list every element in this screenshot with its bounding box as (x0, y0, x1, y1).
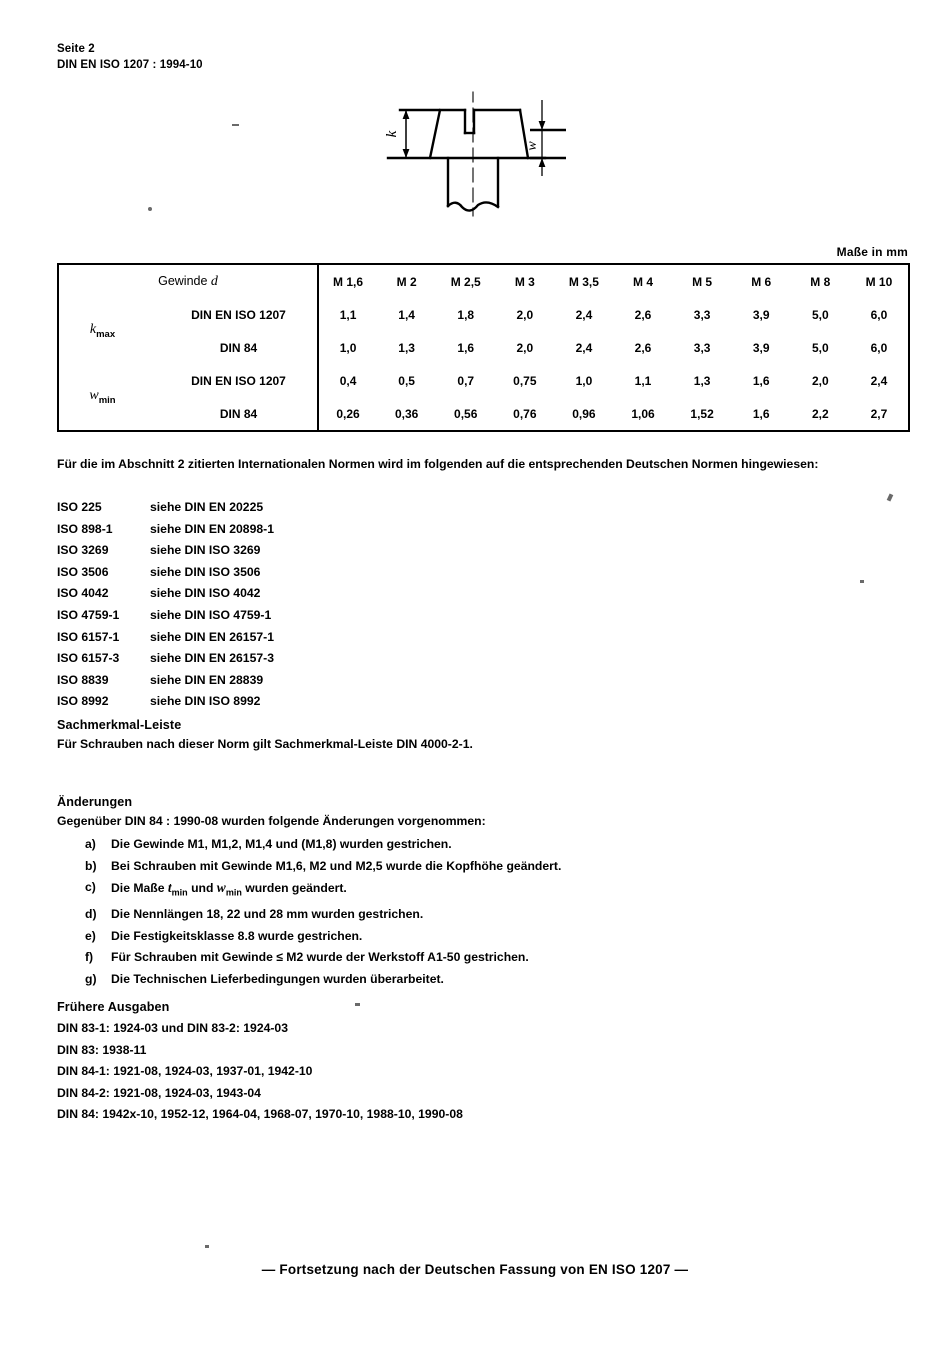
table-header-row (58, 264, 909, 298)
din-reference: siehe DIN EN 26157-1 (150, 629, 274, 644)
table-cell-value: 2,7 (850, 397, 909, 431)
row-standard-name: DIN 84 (146, 397, 318, 431)
iso-number: ISO 3269 (57, 543, 109, 558)
column-header-thread: M 5 (673, 264, 732, 298)
table-cell-value: 1,8 (436, 298, 495, 331)
continuation-footer: — Fortsetzung nach der Deutschen Fassung von EN ISO 1207 — (261, 1262, 689, 1277)
table-cell-value: 2,4 (554, 331, 613, 364)
table-cell-value: 0,56 (436, 397, 495, 431)
change-item-text: Für Schrauben mit Gewinde ≤ M2 wurde der Werkstoff A1-50 gestrichen. (111, 950, 529, 965)
table-cell-value: 0,96 (554, 397, 613, 431)
change-item (57, 856, 561, 878)
table-cell-value: 2,6 (613, 331, 672, 364)
aenderungen-intro: Gegenüber DIN 84 : 1990-08 wurden folgende Änderungen vorgenommen: (57, 814, 486, 828)
column-header-thread: M 8 (791, 264, 850, 298)
row-group-symbol: $w_{min}$ (58, 364, 146, 431)
table-cell-value: 2,0 (495, 298, 554, 331)
changes-list (57, 834, 561, 990)
editions-list (57, 1018, 463, 1126)
scan-speck (355, 1003, 360, 1006)
change-item-marker: b) (85, 858, 97, 873)
units-note: Maße in mm (836, 245, 908, 259)
k-dimension-label: k (384, 130, 400, 138)
screw-head-drawing (370, 88, 600, 218)
din-reference: siehe DIN EN 28839 (150, 672, 264, 687)
iso-number: ISO 3506 (57, 564, 109, 579)
change-item (57, 904, 561, 926)
din-reference: siehe DIN ISO 8992 (150, 694, 261, 709)
iso-reference-row (57, 583, 274, 605)
change-item (57, 877, 561, 904)
iso-number: ISO 6157-3 (57, 651, 120, 666)
table-cell-value: 0,7 (436, 364, 495, 397)
table-cell-value: 3,9 (732, 298, 791, 331)
scan-speck (860, 580, 864, 583)
table-cell-value: 0,36 (377, 397, 436, 431)
scan-speck (232, 124, 239, 126)
iso-reference-row (57, 691, 274, 713)
table-cell-value: 0,76 (495, 397, 554, 431)
row-standard-name: DIN EN ISO 1207 (146, 298, 318, 331)
iso-number: ISO 8992 (57, 694, 109, 709)
table-cell-value: 1,06 (613, 397, 672, 431)
table-cell-value: 2,0 (495, 331, 554, 364)
change-item-text: Die Technischen Lieferbedingungen wurden überarbeitet. (111, 971, 444, 986)
column-header-thread: M 6 (732, 264, 791, 298)
table-row (58, 364, 909, 397)
row-standard-name: DIN EN ISO 1207 (146, 364, 318, 397)
iso-reference-row (57, 648, 274, 670)
table-cell-value: 1,6 (732, 364, 791, 397)
table-cell-value: 1,52 (673, 397, 732, 431)
iso-number: ISO 225 (57, 500, 102, 514)
fruehere-ausgaben-heading: Frühere Ausgaben (57, 1000, 170, 1014)
iso-reference-row (57, 562, 274, 584)
row-standard-name: DIN 84 (146, 331, 318, 364)
table-cell-value: 1,6 (732, 397, 791, 431)
iso-number: ISO 8839 (57, 672, 109, 687)
table-cell-value: 0,75 (495, 364, 554, 397)
iso-reference-list (57, 497, 274, 713)
standard-number-label: DIN EN ISO 1207 : 1994-10 (57, 58, 203, 71)
column-header-thread: M 2 (377, 264, 436, 298)
change-item-marker: a) (85, 837, 96, 851)
page-number-label: Seite 2 (57, 43, 95, 55)
table-cell-value: 6,0 (850, 331, 909, 364)
change-item-marker: d) (85, 907, 97, 922)
change-item-marker: f) (85, 950, 94, 965)
change-item-marker: e) (85, 928, 96, 943)
table-row (58, 397, 909, 431)
aenderungen-section (57, 795, 561, 990)
w-dimension-label: w (525, 141, 540, 151)
table-cell-value: 3,9 (732, 331, 791, 364)
aenderungen-heading: Änderungen (57, 795, 133, 809)
iso-reference-row (57, 497, 274, 519)
column-header-thread: M 3,5 (554, 264, 613, 298)
change-item-text: Die Nennlängen 18, 22 und 28 mm wurden gestrichen. (111, 907, 424, 922)
dimensions-table (57, 263, 910, 432)
change-item (57, 926, 561, 948)
change-item-text: Die Festigkeitsklasse 8.8 wurde gestrichen. (111, 928, 363, 943)
edition-row: DIN 84-2: 1921-08, 1924-03, 1943-04 (57, 1085, 261, 1100)
sachmerkmal-heading: Sachmerkmal-Leiste (57, 718, 182, 732)
edition-row: DIN 84-1: 1921-08, 1924-03, 1937-01, 1942-10 (57, 1064, 313, 1078)
table-cell-value: 1,3 (377, 331, 436, 364)
scan-speck (148, 207, 152, 211)
table-cell-value: 2,4 (554, 298, 613, 331)
table-cell-value: 1,6 (436, 331, 495, 364)
change-item (57, 834, 561, 856)
table-cell-value: 1,0 (554, 364, 613, 397)
iso-reference-row (57, 540, 274, 562)
table-cell-value: 2,4 (850, 364, 909, 397)
column-header-thread: M 10 (850, 264, 909, 298)
iso-number: ISO 898-1 (57, 521, 113, 536)
edition-row: DIN 84: 1942x-10, 1952-12, 1964-04, 1968-07, 1970-10, 1988-10, 1990-08 (57, 1107, 463, 1121)
document-header (57, 42, 203, 73)
scan-speck (887, 493, 894, 501)
column-header-thread: M 4 (613, 264, 672, 298)
din-reference: siehe DIN EN 26157-3 (150, 651, 274, 666)
table-cell-value: 2,2 (791, 397, 850, 431)
column-header-thread: M 1,6 (318, 264, 377, 298)
edition-row: DIN 83-1: 1924-03 und DIN 83-2: 1924-03 (57, 1021, 288, 1035)
row-group-symbol: $k_{max}$ (58, 298, 146, 364)
edition-row: DIN 83: 1938-11 (57, 1042, 147, 1057)
change-item-marker: c) (85, 880, 96, 894)
din-reference: siehe DIN EN 20225 (150, 500, 264, 514)
change-item-text: Die Maße $t_{min}$ und $w_{min}$ wurden geändert. (111, 880, 347, 898)
change-item (57, 947, 561, 969)
din-reference: siehe DIN ISO 4042 (150, 586, 261, 601)
table-cell-value: 6,0 (850, 298, 909, 331)
din-reference: siehe DIN EN 20898-1 (150, 521, 274, 536)
table-cell-value: 5,0 (791, 331, 850, 364)
iso-reference-row (57, 605, 274, 627)
sachmerkmal-section (57, 718, 473, 753)
column-header-thread: M 2,5 (436, 264, 495, 298)
iso-reference-row (57, 627, 274, 649)
scan-speck (205, 1245, 209, 1248)
table-cell-value: 1,4 (377, 298, 436, 331)
fruehere-ausgaben-section (57, 1000, 463, 1126)
table-cell-value: 1,1 (318, 298, 377, 331)
iso-reference-row (57, 519, 274, 541)
iso-number: ISO 6157-1 (57, 629, 120, 644)
din-reference: siehe DIN ISO 4759-1 (150, 607, 272, 622)
table-cell-value: 0,5 (377, 364, 436, 397)
table-cell-value: 1,3 (673, 364, 732, 397)
change-item-marker: g) (85, 971, 97, 986)
table-cell-value: 5,0 (791, 298, 850, 331)
column-header-gewinde: Gewinde d (58, 264, 318, 298)
table-cell-value: 0,26 (318, 397, 377, 431)
table-row (58, 331, 909, 364)
column-header-thread: M 3 (495, 264, 554, 298)
table-row (58, 298, 909, 331)
table-cell-value: 2,6 (613, 298, 672, 331)
change-item-text: Die Gewinde M1, M1,2, M1,4 und (M1,8) wurden gestrichen. (111, 837, 452, 851)
iso-reference-row (57, 670, 274, 692)
table-cell-value: 2,0 (791, 364, 850, 397)
change-item (57, 969, 561, 991)
table-cell-value: 3,3 (673, 298, 732, 331)
din-reference: siehe DIN ISO 3506 (150, 564, 261, 579)
table-cell-value: 0,4 (318, 364, 377, 397)
iso-number: ISO 4759-1 (57, 607, 120, 622)
din-reference: siehe DIN ISO 3269 (150, 543, 261, 558)
sachmerkmal-text: Für Schrauben nach dieser Norm gilt Sachmerkmal-Leiste DIN 4000-2-1. (57, 737, 473, 751)
screw-head-svg (370, 88, 600, 218)
table-cell-value: 1,1 (613, 364, 672, 397)
iso-number: ISO 4042 (57, 586, 109, 601)
table-cell-value: 1,0 (318, 331, 377, 364)
dimensions-table-container (57, 263, 910, 432)
change-item-text: Bei Schrauben mit Gewinde M1,6, M2 und M2,5 wurde die Kopfhöhe geändert. (111, 858, 562, 873)
intro-paragraph: Für die im Abschnitt 2 zitierten Internationalen Normen wird im folgenden auf die entsprechenden Deutschen Normen hingewiesen: (57, 457, 819, 471)
table-cell-value: 3,3 (673, 331, 732, 364)
